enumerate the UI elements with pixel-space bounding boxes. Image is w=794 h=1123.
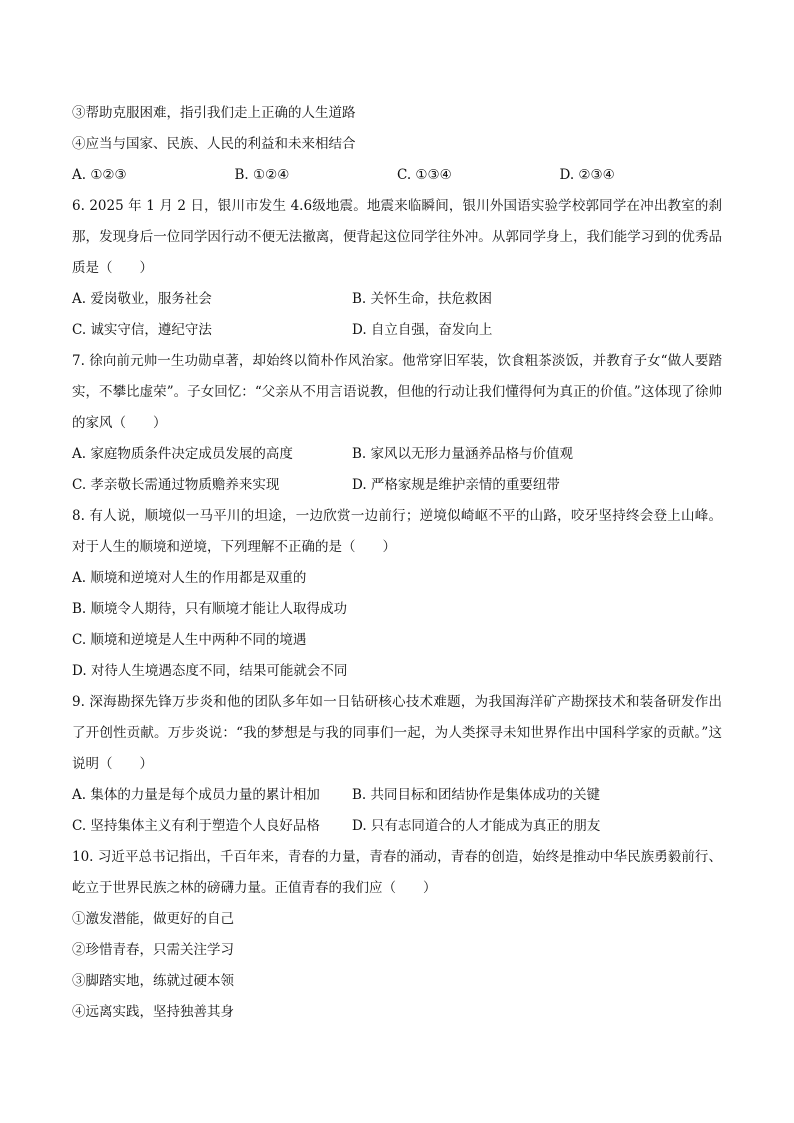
q8-option-b: B. 顺境令人期待，只有顺境才能让人取得成功	[72, 601, 348, 617]
q9-options-row1	[72, 780, 722, 811]
q9-option-d: D. 只有志同道合的人才能成为真正的朋友	[352, 818, 601, 834]
q10-item-4: ④远离实践，坚持独善其身	[72, 1004, 234, 1020]
q7-option-d: D. 严格家规是维护亲情的重要纽带	[352, 477, 560, 493]
q6-option-c: C. 诚实守信，遵纪守法	[72, 322, 212, 338]
q7-option-c: C. 孝亲敬长需通过物质赡养来实现	[72, 477, 280, 493]
q8-option-d: D. 对待人生境遇态度不同，结果可能就会不同	[72, 663, 348, 679]
q5-options	[72, 160, 722, 191]
q7-stem: 7. 徐向前元帅一生功勋卓著，却始终以简朴作风治家。他常穿旧军装，饮食粗茶淡饭，并教育子女“做人要踏实，不攀比虚荣”。子女回忆：“父亲从不用言语说教，但他的行动让我们懂得何为真正的价值。”这体现了徐帅的家风（ ）	[72, 353, 722, 431]
q6-option-b: B. 关怀生命，扶危救困	[352, 291, 493, 307]
q8-stem: 8. 有人说，顺境似一马平川的坦途，一边欣赏一边前行；逆境似崎岖不平的山路，咬牙坚持终会登上山峰。对于人生的顺境和逆境，下列理解不正确的是（ ）	[72, 508, 722, 555]
q5-item-4: ④应当与国家、民族、人民的利益和未来相结合	[72, 136, 356, 152]
q9-stem: 9. 深海勘探先锋万步炎和他的团队多年如一日钻研核心技术难题，为我国海洋矿产勘探技术和装备研发作出了开创性贡献。万步炎说：“我的梦想是与我的同事们一起，为人类探寻未知世界作出中国科学家的贡献。”这说明（ ）	[72, 694, 722, 772]
exam-page	[72, 98, 722, 1028]
q10-item-1: ①激发潜能，做更好的自己	[72, 911, 234, 927]
q6-options-row1	[72, 284, 722, 315]
q5-item-3: ③帮助克服困难，指引我们走上正确的人生道路	[72, 105, 356, 121]
q10-item-2: ②珍惜青春，只需关注学习	[72, 942, 234, 958]
q5-option-b: B. ①②④	[234, 167, 290, 183]
q9-options-row2	[72, 811, 722, 842]
q5-option-a: A. ①②③	[72, 167, 127, 183]
q7-option-a: A. 家庭物质条件决定成员发展的高度	[72, 446, 293, 462]
q5-option-d: D. ②③④	[559, 167, 615, 183]
q6-option-d: D. 自立自强，奋发向上	[352, 322, 493, 338]
q9-option-c: C. 坚持集体主义有利于塑造个人良好品格	[72, 818, 320, 834]
q7-options-row1	[72, 439, 722, 470]
q10-item-3: ③脚踏实地，练就过硬本领	[72, 973, 234, 989]
q5-option-c: C. ①③④	[397, 167, 452, 183]
q6-stem: 6. 2025 年 1 月 2 日，银川市发生 4.6级地震。地震来临瞬间，银川外国语实验学校郭同学在冲出教室的刹那，发现身后一位同学因行动不便无法撤离，便背起这位同学往外冲。从郭同学身上，我们能学习到的优秀品质是（ ）	[72, 198, 722, 276]
q7-option-b: B. 家风以无形力量涵养品格与价值观	[352, 446, 574, 462]
q10-stem: 10. 习近平总书记指出，千百年来，青春的力量，青春的涌动，青春的创造，始终是推动中华民族勇毅前行、屹立于世界民族之林的磅礴力量。正值青春的我们应（ ）	[72, 849, 722, 896]
q8-option-a: A. 顺境和逆境对人生的作用都是双重的	[72, 570, 307, 586]
q7-options-row2	[72, 470, 722, 501]
q9-option-b: B. 共同目标和团结协作是集体成功的关键	[352, 787, 601, 803]
q8-option-c: C. 顺境和逆境是人生中两种不同的境遇	[72, 632, 307, 648]
q9-option-a: A. 集体的力量是每个成员力量的累计相加	[72, 787, 320, 803]
q6-options-row2	[72, 315, 722, 346]
q6-option-a: A. 爱岗敬业，服务社会	[72, 291, 212, 307]
